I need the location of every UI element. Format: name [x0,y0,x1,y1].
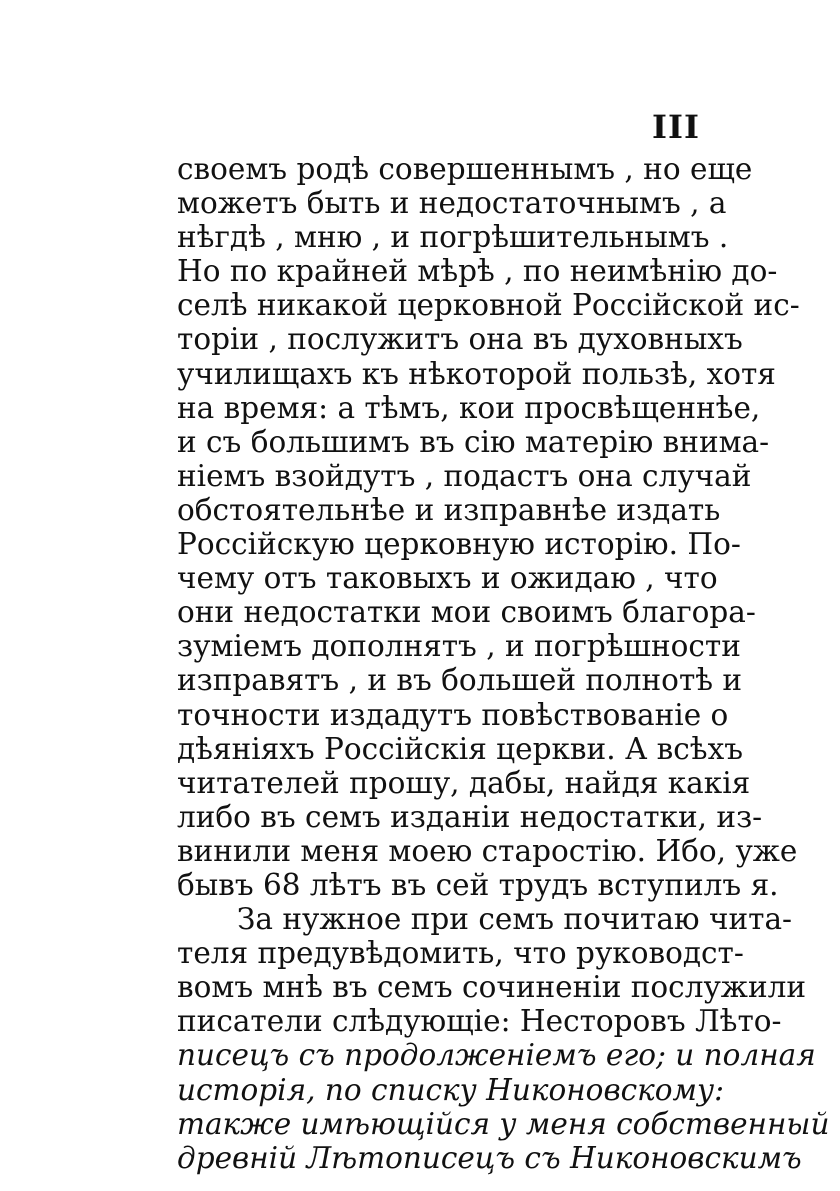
text-line: торіи , послужитъ она въ духовныхъ [177,322,743,357]
text-line: чему отъ таковыхъ и ожидаю , что [177,561,718,596]
paragraph-end-line: бывъ 68 лѣтъ въ сей трудъ вступилъ я. [177,867,779,902]
text-line: исторія, по списку Никоновскому: [177,1072,725,1107]
text-line: писецъ съ продолженіемъ его; и полная [177,1038,816,1073]
page-number: III [652,108,700,146]
text-line: можетъ быть и недостаточнымъ , а [177,186,727,221]
text-line: изправятъ , и въ большей полнотѣ и [177,663,743,698]
body-text [177,152,830,1175]
text-line: либо въ семъ изданіи недостатки, из- [177,799,763,834]
text-line: Но по крайней мѣрѣ , по неимѣнію до- [177,254,778,289]
text-line: винили меня моею старостію. Ибо, уже [177,833,798,868]
text-line: также имѣющійся у меня собственный [177,1106,830,1141]
text-line: и съ большимъ въ сію матерію внима- [177,424,770,459]
text-line: Россійскую церковную исторію. По- [177,527,741,562]
text-line: своемъ родѣ совершеннымъ , но еще [177,152,753,186]
text-line: нѣгдѣ , мню , и погрѣшительнымъ . [177,220,729,255]
paragraph-start-line: За нужное при семъ почитаю чита- [237,902,793,937]
text-line: обстоятельнѣе и изправнѣе издать [177,492,721,527]
text-line: писатели слѣдующіе: Несторовъ Лѣто- [177,1004,782,1039]
text-line: вомъ мнѣ въ семъ сочиненіи послужили [177,970,807,1005]
text-line: древній Лѣтописецъ съ Никоновскимъ [177,1140,802,1175]
text-line: училищахъ къ нѣкоторой пользѣ, хотя [177,356,776,391]
text-line: зуміемъ дополнятъ , и погрѣшности [177,629,741,664]
text-line: ніемъ взойдутъ , подастъ она случай [177,458,752,493]
text-line: дѣяніяхъ Россійскія церкви. А всѣхъ [177,731,744,766]
text-line: они недостатки мои своимъ благора- [177,595,756,630]
text-line: теля предувѣдомить, что руководст- [177,936,744,971]
text-line: читателей прошу, дабы, найдя какія [177,765,751,800]
text-line: селѣ никакой церковной Россійской ис- [177,288,800,323]
text-line: на время: а тѣмъ, кои просвѣщеннѣе, [177,390,761,425]
text-line: точности издадутъ повѣствованіе о [177,697,729,732]
